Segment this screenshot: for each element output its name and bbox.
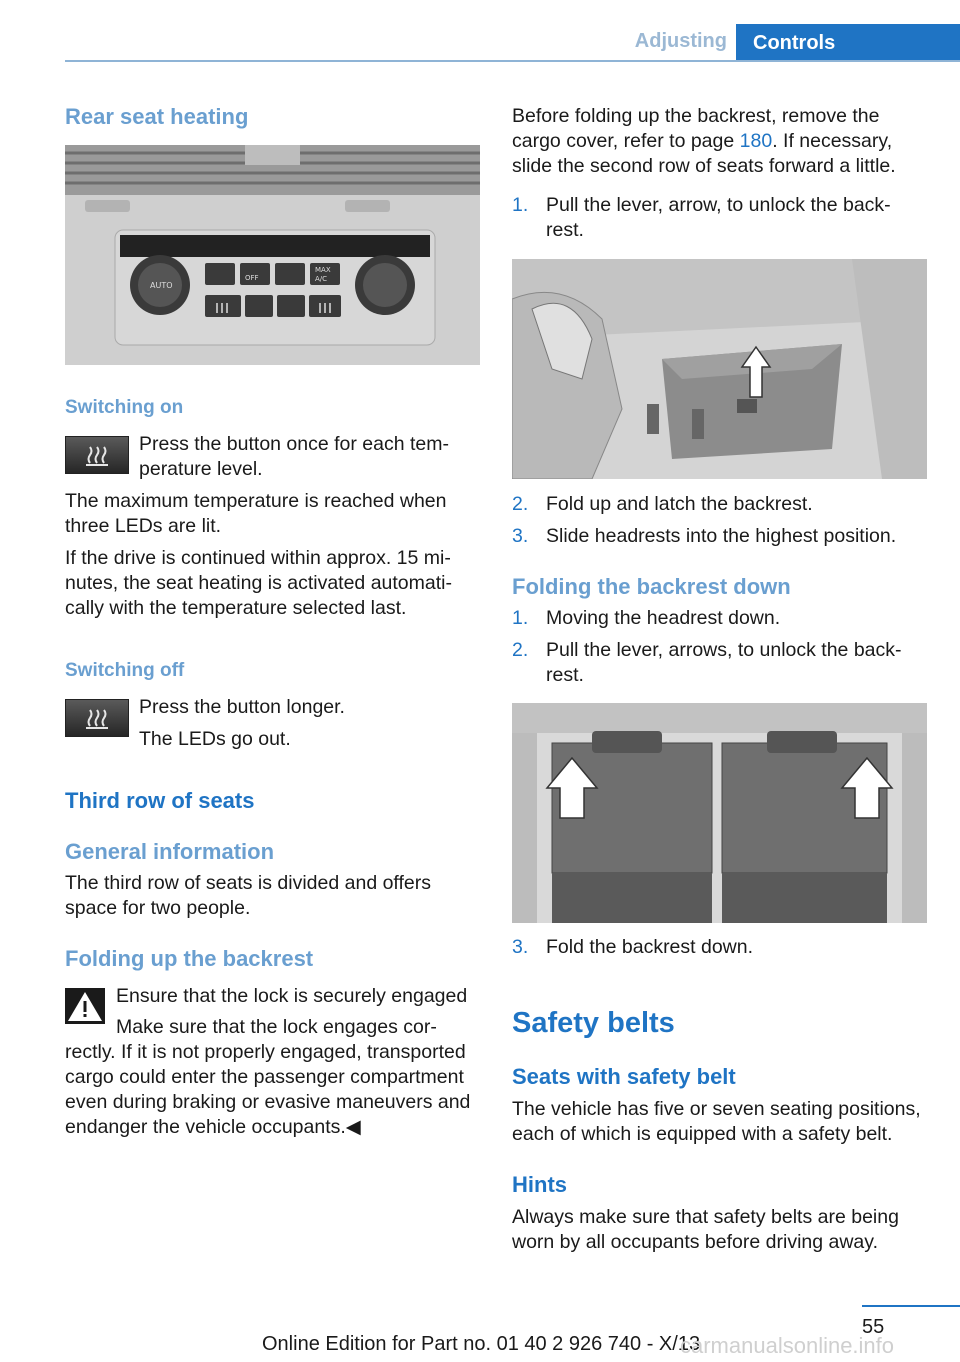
switching-on-line2: perature level. (139, 458, 263, 480)
page-180-link[interactable]: 180 (739, 130, 773, 152)
ac-label: A/C (315, 275, 328, 283)
footer-edition: Online Edition for Part no. 01 40 2 926 740 - X/13 (262, 1333, 701, 1355)
warning-line4: cargo could enter the passenger compartment (65, 1066, 464, 1088)
seat-heating-button-icon (65, 436, 129, 474)
seats-line2: each of which is equipped with a safety belt. (512, 1123, 893, 1145)
max-label: MAX (315, 266, 331, 274)
step1-number: 1. (512, 194, 529, 216)
down3-number: 3. (512, 936, 529, 958)
intro-line3: slide the second row of seats forward a little. (512, 155, 896, 177)
switching-on-p1-line2: three LEDs are lit. (65, 515, 222, 537)
folding-down-title: Folding the backrest down (512, 574, 791, 599)
intro-line1: Before folding up the backrest, remove the (512, 105, 880, 127)
step1-line2: rest. (546, 219, 584, 241)
switching-on-title: Switching on (65, 397, 184, 418)
general-line2: space for two people. (65, 897, 251, 919)
step2-text: Fold up and latch the backrest. (546, 493, 813, 515)
seats-line1: The vehicle has five or seven seating positions, (512, 1098, 921, 1120)
warning-line6: endanger the vehicle occupants.◀ (65, 1116, 361, 1138)
warning-line5: even during braking or evasive maneuvers and (65, 1091, 471, 1113)
warning-line2: Make sure that the lock engages cor- (116, 1016, 437, 1038)
step1-line1: Pull the lever, arrow, to unlock the back- (546, 194, 891, 216)
down2-line1: Pull the lever, arrows, to unlock the back- (546, 639, 902, 661)
switching-off-title: Switching off (65, 660, 185, 681)
warning-line1: Ensure that the lock is securely engaged (116, 985, 468, 1007)
seat-heating-button-icon (65, 699, 129, 737)
general-information-title: General information (65, 839, 275, 864)
warning-line3: rectly. If it is not properly engaged, transported (65, 1041, 466, 1063)
hints-line1: Always make sure that safety belts are being (512, 1206, 899, 1228)
unlock-backrest-image (512, 259, 927, 479)
rear-seat-heating-title: Rear seat heating (65, 104, 249, 129)
third-row-title: Third row of seats (65, 788, 255, 813)
header-section: Adjusting (634, 30, 727, 52)
intro-line2-text: cargo cover, refer to page (512, 130, 740, 152)
warning-icon (65, 988, 105, 1024)
switching-on-line1: Press the button once for each tem- (139, 433, 450, 455)
switching-off-line2: The LEDs go out. (139, 728, 291, 750)
down3-text: Fold the backrest down. (546, 936, 754, 958)
off-label: OFF (245, 274, 259, 282)
hints-title: Hints (512, 1172, 567, 1197)
auto-label: AUTO (150, 281, 173, 290)
fold-backrest-image (512, 703, 927, 923)
down1-number: 1. (512, 607, 529, 629)
switching-off-line1: Press the button longer. (139, 696, 345, 718)
general-line1: The third row of seats is divided and offers (65, 872, 431, 894)
step3-text: Slide headrests into the highest position. (546, 525, 897, 547)
switching-on-p2-line1: If the drive is continued within approx. 15 mi- (65, 547, 451, 569)
folding-up-title: Folding up the backrest (65, 946, 314, 971)
down1-text: Moving the headrest down. (546, 607, 781, 629)
switching-on-p2-line2: nutes, the seat heating is activated automati- (65, 572, 452, 594)
header-tab-controls[interactable]: Controls (736, 24, 960, 62)
header-rule (65, 60, 960, 62)
hints-line2: worn by all occupants before driving away. (512, 1231, 878, 1253)
footer-watermark: carmanualsonline.info (680, 1333, 895, 1358)
safety-belts-title: Safety belts (512, 1007, 675, 1039)
down2-number: 2. (512, 639, 529, 661)
footer-rule (862, 1305, 960, 1307)
intro-line2 (512, 129, 892, 154)
step3-number: 3. (512, 525, 529, 547)
intro-line2-rest: . If necessary, (772, 130, 893, 152)
rear-climate-panel-image (65, 145, 480, 365)
switching-on-p1-line1: The maximum temperature is reached when (65, 490, 447, 512)
switching-on-p2-line3: cally with the temperature selected last. (65, 597, 407, 619)
seats-with-belt-title: Seats with safety belt (512, 1064, 736, 1089)
step2-number: 2. (512, 493, 529, 515)
page-number: 55 (862, 1316, 885, 1338)
down2-line2: rest. (546, 664, 584, 686)
